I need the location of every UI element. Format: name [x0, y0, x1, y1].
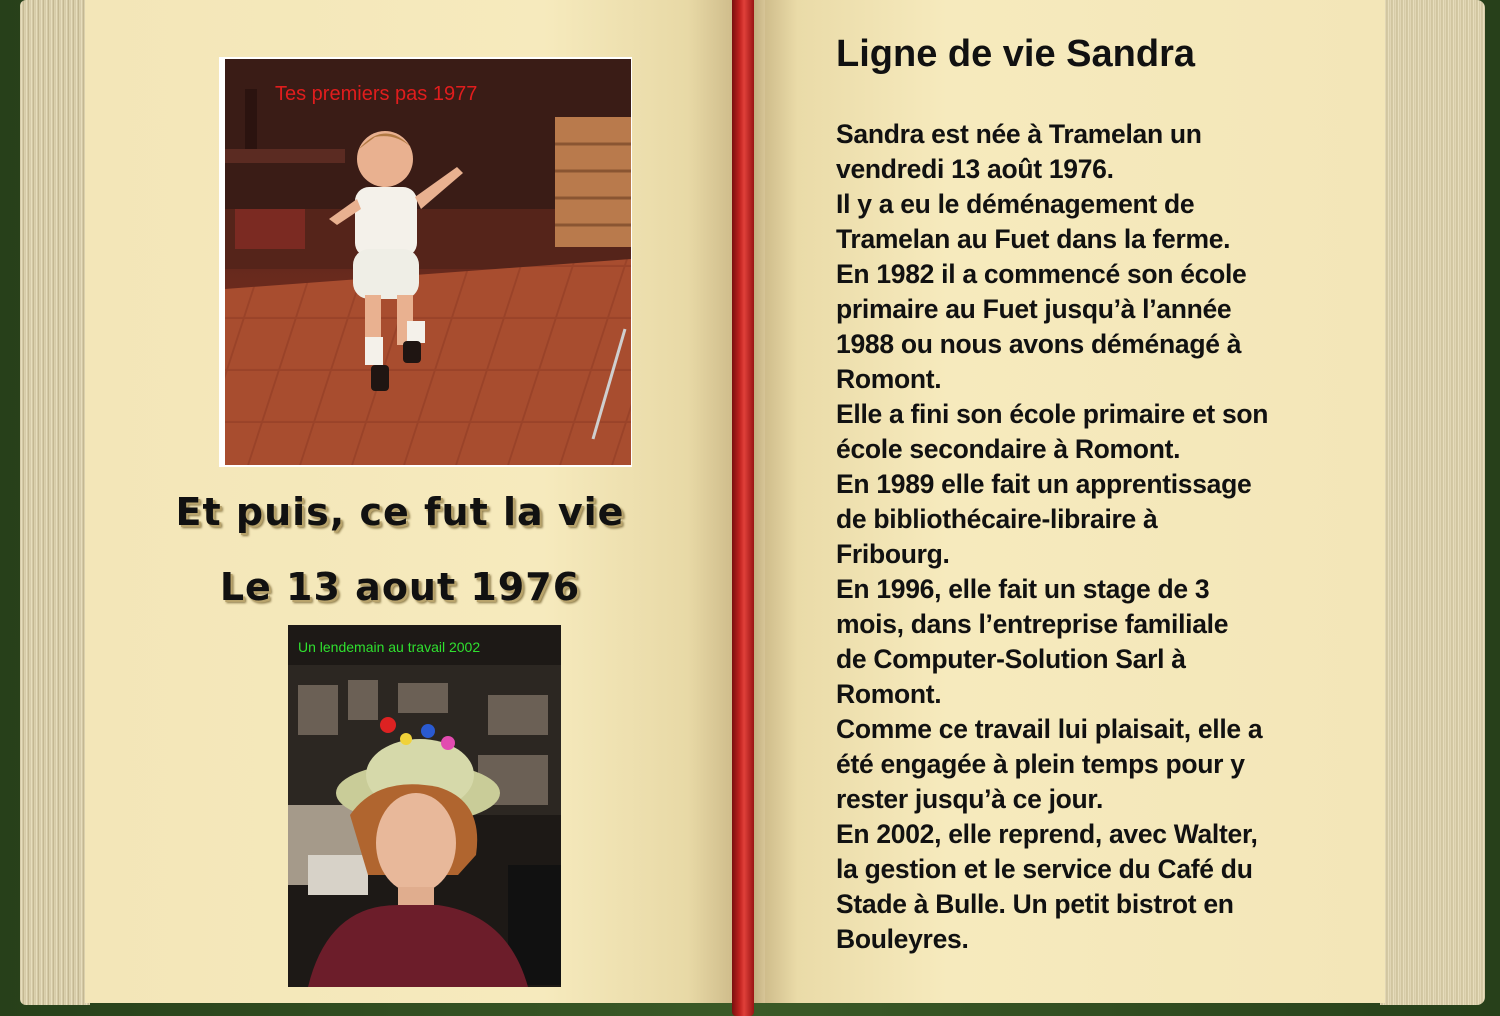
heading-life-line1: Et puis, ce fut la vie: [175, 490, 625, 534]
page-title: Ligne de vie Sandra: [836, 33, 1195, 75]
baby-photo-illustration: [225, 59, 631, 465]
bio-line: rester jusqu’à ce jour.: [836, 784, 1104, 814]
biography-text: [836, 117, 1356, 957]
left-page-edges: [20, 0, 90, 1005]
bio-line: 1988 ou nous avons déménagé à: [836, 329, 1242, 359]
bio-line: En 1982 il a commencé son école: [836, 259, 1247, 289]
bio-line: mois, dans l’entreprise familiale: [836, 609, 1229, 639]
bio-line: En 1996, elle fait un stage de 3: [836, 574, 1210, 604]
bio-line: Romont.: [836, 679, 942, 709]
bio-line: Il y a eu le déménagement de: [836, 189, 1195, 219]
bio-line: En 2002, elle reprend, avec Walter,: [836, 819, 1258, 849]
bio-line: de Computer-Solution Sarl à: [836, 644, 1186, 674]
photo-first-steps-image: [225, 59, 631, 465]
photo-first-steps: [219, 57, 632, 467]
bio-line: la gestion et le service du Café du: [836, 854, 1253, 884]
bio-line: Stade à Bulle. Un petit bistrot en: [836, 889, 1234, 919]
bio-line: Sandra est née à Tramelan un: [836, 119, 1202, 149]
bio-line: Elle a fini son école primaire et son: [836, 399, 1269, 429]
heading-date: Le 13 aout 1976: [219, 565, 581, 609]
bookmark-ribbon: [732, 0, 754, 1016]
bio-line: Romont.: [836, 364, 942, 394]
bio-line: été engagée à plein temps pour y: [836, 749, 1245, 779]
bio-line: Fribourg.: [836, 539, 950, 569]
photo-caption-work: Un lendemain au travail 2002: [298, 639, 481, 655]
photo-caption-first-steps: Tes premiers pas 1977: [275, 83, 478, 105]
bio-line: de bibliothécaire-libraire à: [836, 504, 1158, 534]
photo-work-2002: [288, 625, 561, 987]
bio-line: vendredi 13 août 1976.: [836, 154, 1114, 184]
bio-line: école secondaire à Romont.: [836, 434, 1181, 464]
right-page-edges: [1380, 0, 1485, 1005]
work-photo-illustration: [288, 625, 561, 987]
bio-line: Tramelan au Fuet dans la ferme.: [836, 224, 1231, 254]
bio-line: Comme ce travail lui plaisait, elle a: [836, 714, 1263, 744]
bio-line: primaire au Fuet jusqu’à l’année: [836, 294, 1232, 324]
bio-line: En 1989 elle fait un apprentissage: [836, 469, 1252, 499]
bio-line: Bouleyres.: [836, 924, 969, 954]
